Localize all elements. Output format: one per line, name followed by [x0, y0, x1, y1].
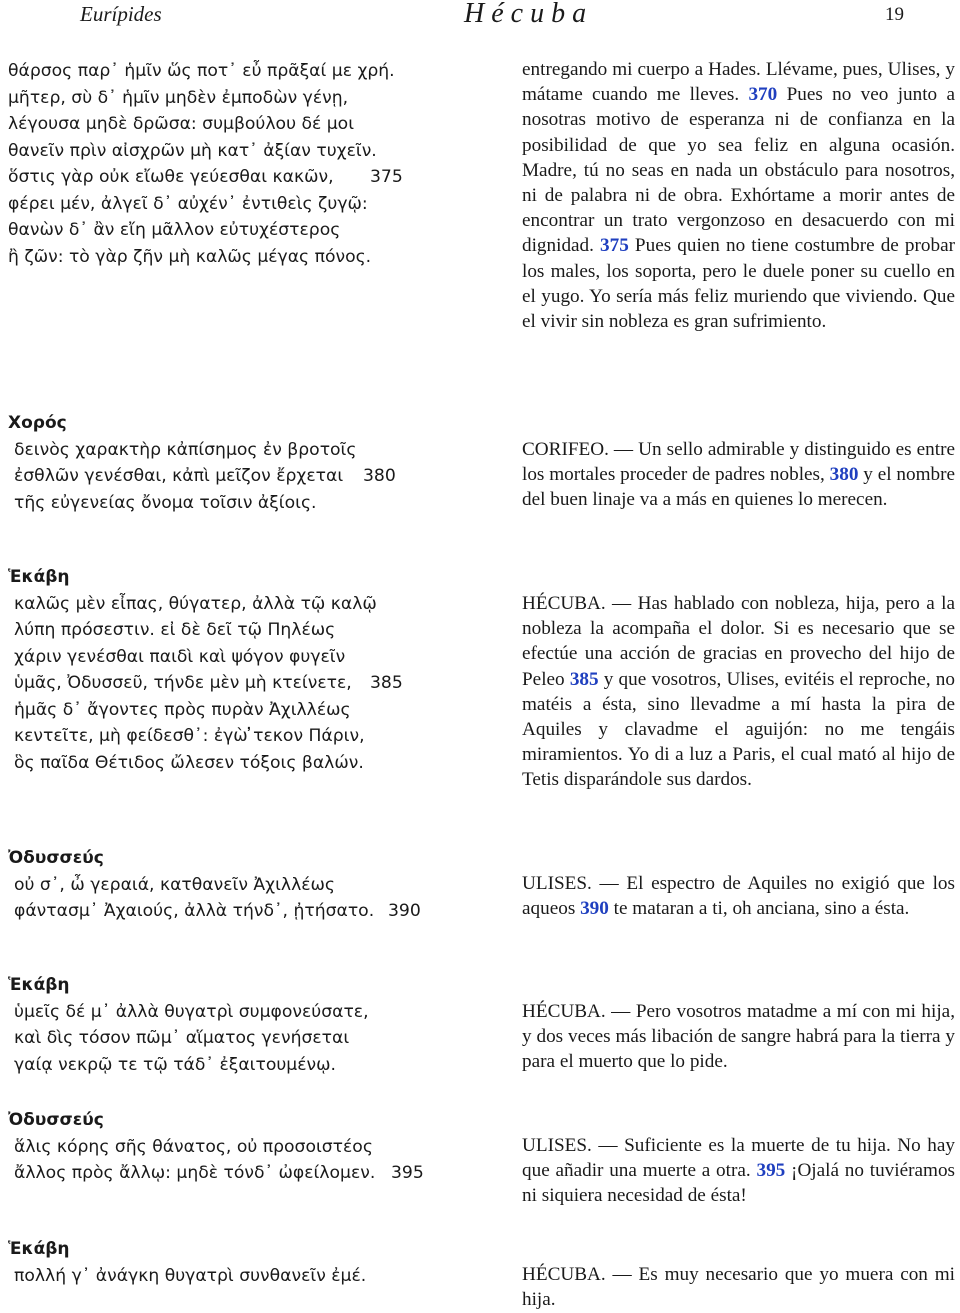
spanish-line-number: 370 [748, 84, 778, 106]
spanish-translation-odysseus-reply: ULISES. — El espectro de Aquiles no exigió que los aqueos 390 te mataran a ti, oh anciana, sino a ésta. [522, 873, 955, 920]
greek-verse-line: ὃς παῖδα Θέτιδος ὤλεσεν τόξοις βαλών. [14, 752, 364, 773]
greek-verse-line: λύπη πρόσεστιν. εἰ δὲ δεῖ τῷ Πηλέως [14, 620, 336, 640]
greek-verse-line: τῆς εὐγενείας ὄνομα τοῖσιν ἀξίοις. [14, 492, 317, 513]
greek-verse-line: φάντασμ᾽ Ἀχαιούς, ἀλλὰ τήνδ᾽, ᾐτήσατο. 390 [8, 898, 478, 925]
greek-verse-line: φέρει μέν, ἀλγεῖ δ᾽ αὐχέν᾽ ἐντιθεὶς ζυγῷ: [8, 193, 368, 214]
spanish-line-number: 385 [569, 668, 599, 690]
greek-verse-line: γαίᾳ νεκρῷ τε τῷ τάδ᾽ ἐξαιτουμένῳ. [14, 1054, 336, 1075]
speaker-name: Ὀδυσσεύς [8, 1110, 104, 1130]
greek-verse-line: καὶ δὶς τόσον πῶμ᾽ αἵματος γενήσεται [14, 1028, 350, 1048]
greek-line-number: 390 [388, 901, 421, 921]
spanish-line-number: 375 [600, 235, 629, 257]
greek-line-number: 395 [391, 1163, 424, 1183]
speaker-name: Ἑκάβη [8, 975, 70, 995]
greek-passage-odysseus-refusal [8, 1107, 478, 1187]
greek-verse-line: πολλή γ᾽ ἀνάγκη θυγατρὶ συνθανεῖν ἐμέ. [14, 1265, 367, 1286]
page-number: 19 [885, 4, 904, 25]
greek-line-number: 375 [370, 167, 403, 187]
greek-verse-line: κεντεῖτε, μὴ φείδεσθ᾽: ἐγὼ ̓τεκον Πάριν, [14, 726, 365, 746]
greek-verse-line: θάρσος παρ᾽ ἡμῖν ὥς ποτ᾽ εὖ πρᾶξαί με χρή. [8, 61, 395, 81]
spanish-line-number: 390 [580, 898, 609, 920]
greek-verse-line: ἡμᾶς δ᾽ ἄγοντες πρὸς πυρὰν Ἀχιλλέως [14, 699, 351, 720]
greek-verse-line: ὑμᾶς, Ὀδυσσεῦ, τήνδε μὲν μὴ κτείνετε, 385 [8, 670, 478, 697]
author-header: Eurípides [80, 2, 162, 26]
spanish-line-number: 380 [829, 464, 859, 486]
greek-line-number: 385 [370, 673, 403, 693]
speaker-name: Ὀδυσσεύς [8, 848, 104, 868]
greek-verse-line: μῆτερ, σὺ δ᾽ ἡμῖν μηδὲν ἐμποδὼν γένῃ, [8, 87, 349, 108]
greek-verse-line: θανὼν δ᾽ ἂν εἴη μᾶλλον εὐτυχέστερος [8, 220, 341, 240]
greek-verse-line: ἢ ζῶν: τὸ γὰρ ζῆν μὴ καλῶς μέγας πόνος. [8, 246, 372, 267]
greek-passage-hecuba-speech [8, 58, 478, 270]
spanish-translation-hecuba-final: HÉCUBA. — Es muy necesario que yo muera con mi hija. [522, 1264, 955, 1311]
greek-line-number: 380 [363, 466, 396, 486]
greek-verse-line: ἐσθλῶν γενέσθαι, κἀπὶ μεῖζον ἔρχεται 380 [8, 463, 478, 490]
greek-verse-line: θανεῖν πρὶν αἰσχρῶν μὴ κατ᾽ ἀξίαν τυχεῖν. [8, 140, 377, 161]
speaker-name: Ἑκάβη [8, 567, 70, 587]
spanish-translation-hecuba-reply: HÉCUBA. — Has hablado con nobleza, hija, pero a la nobleza la acompaña el dolor. Si es necesario que se efectúe una acción de gracias en provecho del hijo de Peleo 385 y que vosotros, Ulises, evitéis el reproche, no matéis a ésta, sino llevadme a mí hasta la pira de Aquiles y clavadme el aguijón: no me tengáis miramientos. Yo di a luz a Paris, el cual mató al hijo de Tetis disparándole sus dardos. [522, 593, 955, 791]
greek-passage-chorus [8, 410, 478, 516]
spanish-translation-hecuba-plea: HÉCUBA. — Pero vosotros matadme a mí con mi hija, y dos veces más libación de sangre habrá para la tierra y para el muerto que lo pide. [522, 1001, 955, 1073]
greek-verse-line: ὑμεῖς δέ μ᾽ ἀλλὰ θυγατρὶ συμφονεύσατε, [14, 1001, 369, 1022]
spanish-line-number: 395 [756, 1160, 786, 1182]
greek-passage-hecuba-reply [8, 564, 478, 776]
greek-verse-line: δεινὸς χαρακτὴρ κἀπίσημος ἐν βροτοῖς [14, 439, 357, 460]
greek-verse-line: λέγουσα μηδὲ δρῶσα: συμβούλου δέ μοι [8, 114, 355, 134]
greek-verse-line: χάριν γενέσθαι παιδὶ καὶ ψόγον φυγεῖν [14, 646, 346, 667]
spanish-translation-chorus: CORIFEO. — Un sello admirable y distinguido es entre los mortales proceder de padres nobles, 380 y el nombre del buen linaje va a más en quienes lo merecen. [522, 439, 955, 511]
greek-verse-line: ἅλις κόρης σῆς θάνατος, οὐ προσοιστέος [14, 1136, 373, 1157]
greek-verse-line: ὅστις γὰρ οὐκ εἴωθε γεύεσθαι κακῶν, 375 [8, 164, 478, 191]
greek-verse-line: οὐ σ᾽, ὦ γεραιά, κατθανεῖν Ἀχιλλέως [14, 874, 336, 895]
greek-passage-hecuba-final [8, 1236, 478, 1289]
greek-passage-hecuba-plea [8, 972, 478, 1078]
speaker-name: Χορός [8, 413, 67, 433]
play-title-header: Hécuba [464, 0, 594, 29]
spanish-translation-hecuba-speech: entregando mi cuerpo a Hades. Llévame, pues, Ulises, y mátame cuando me lleves. 370 Pues no veo junto a nosotras motivo de esperanza ni de confianza en la posibilidad de que yo sea feliz en alguna ocasión. Madre, tú no seas en nada un obstáculo para nosotros, ni de palabra ni de obra. Exhórtame a morir antes de encontrar un trato vergonzoso en desacuerdo con mi dignidad. 375 Pues quien no tiene costumbre de probar los males, los soporta, pero le duele poner su cuello en el yugo. Yo sería más feliz muriendo que viviendo. Que el vivir sin nobleza es gran sufrimiento. [522, 59, 955, 333]
greek-verse-line: καλῶς μὲν εἶπας, θύγατερ, ἀλλὰ τῷ καλῷ [14, 593, 377, 614]
speaker-name: Ἑκάβη [8, 1239, 70, 1259]
greek-verse-line: ἄλλος πρὸς ἄλλῳ: μηδὲ τόνδ᾽ ὠφείλομεν. 395 [8, 1160, 478, 1187]
spanish-translation-odysseus-refusal: ULISES. — Suficiente es la muerte de tu hija. No hay que añadir una muerte a otra. 395 ¡Ojalá no tuviéramos ni siquiera necesidad de ésta! [522, 1135, 956, 1207]
greek-passage-odysseus-reply [8, 845, 478, 925]
